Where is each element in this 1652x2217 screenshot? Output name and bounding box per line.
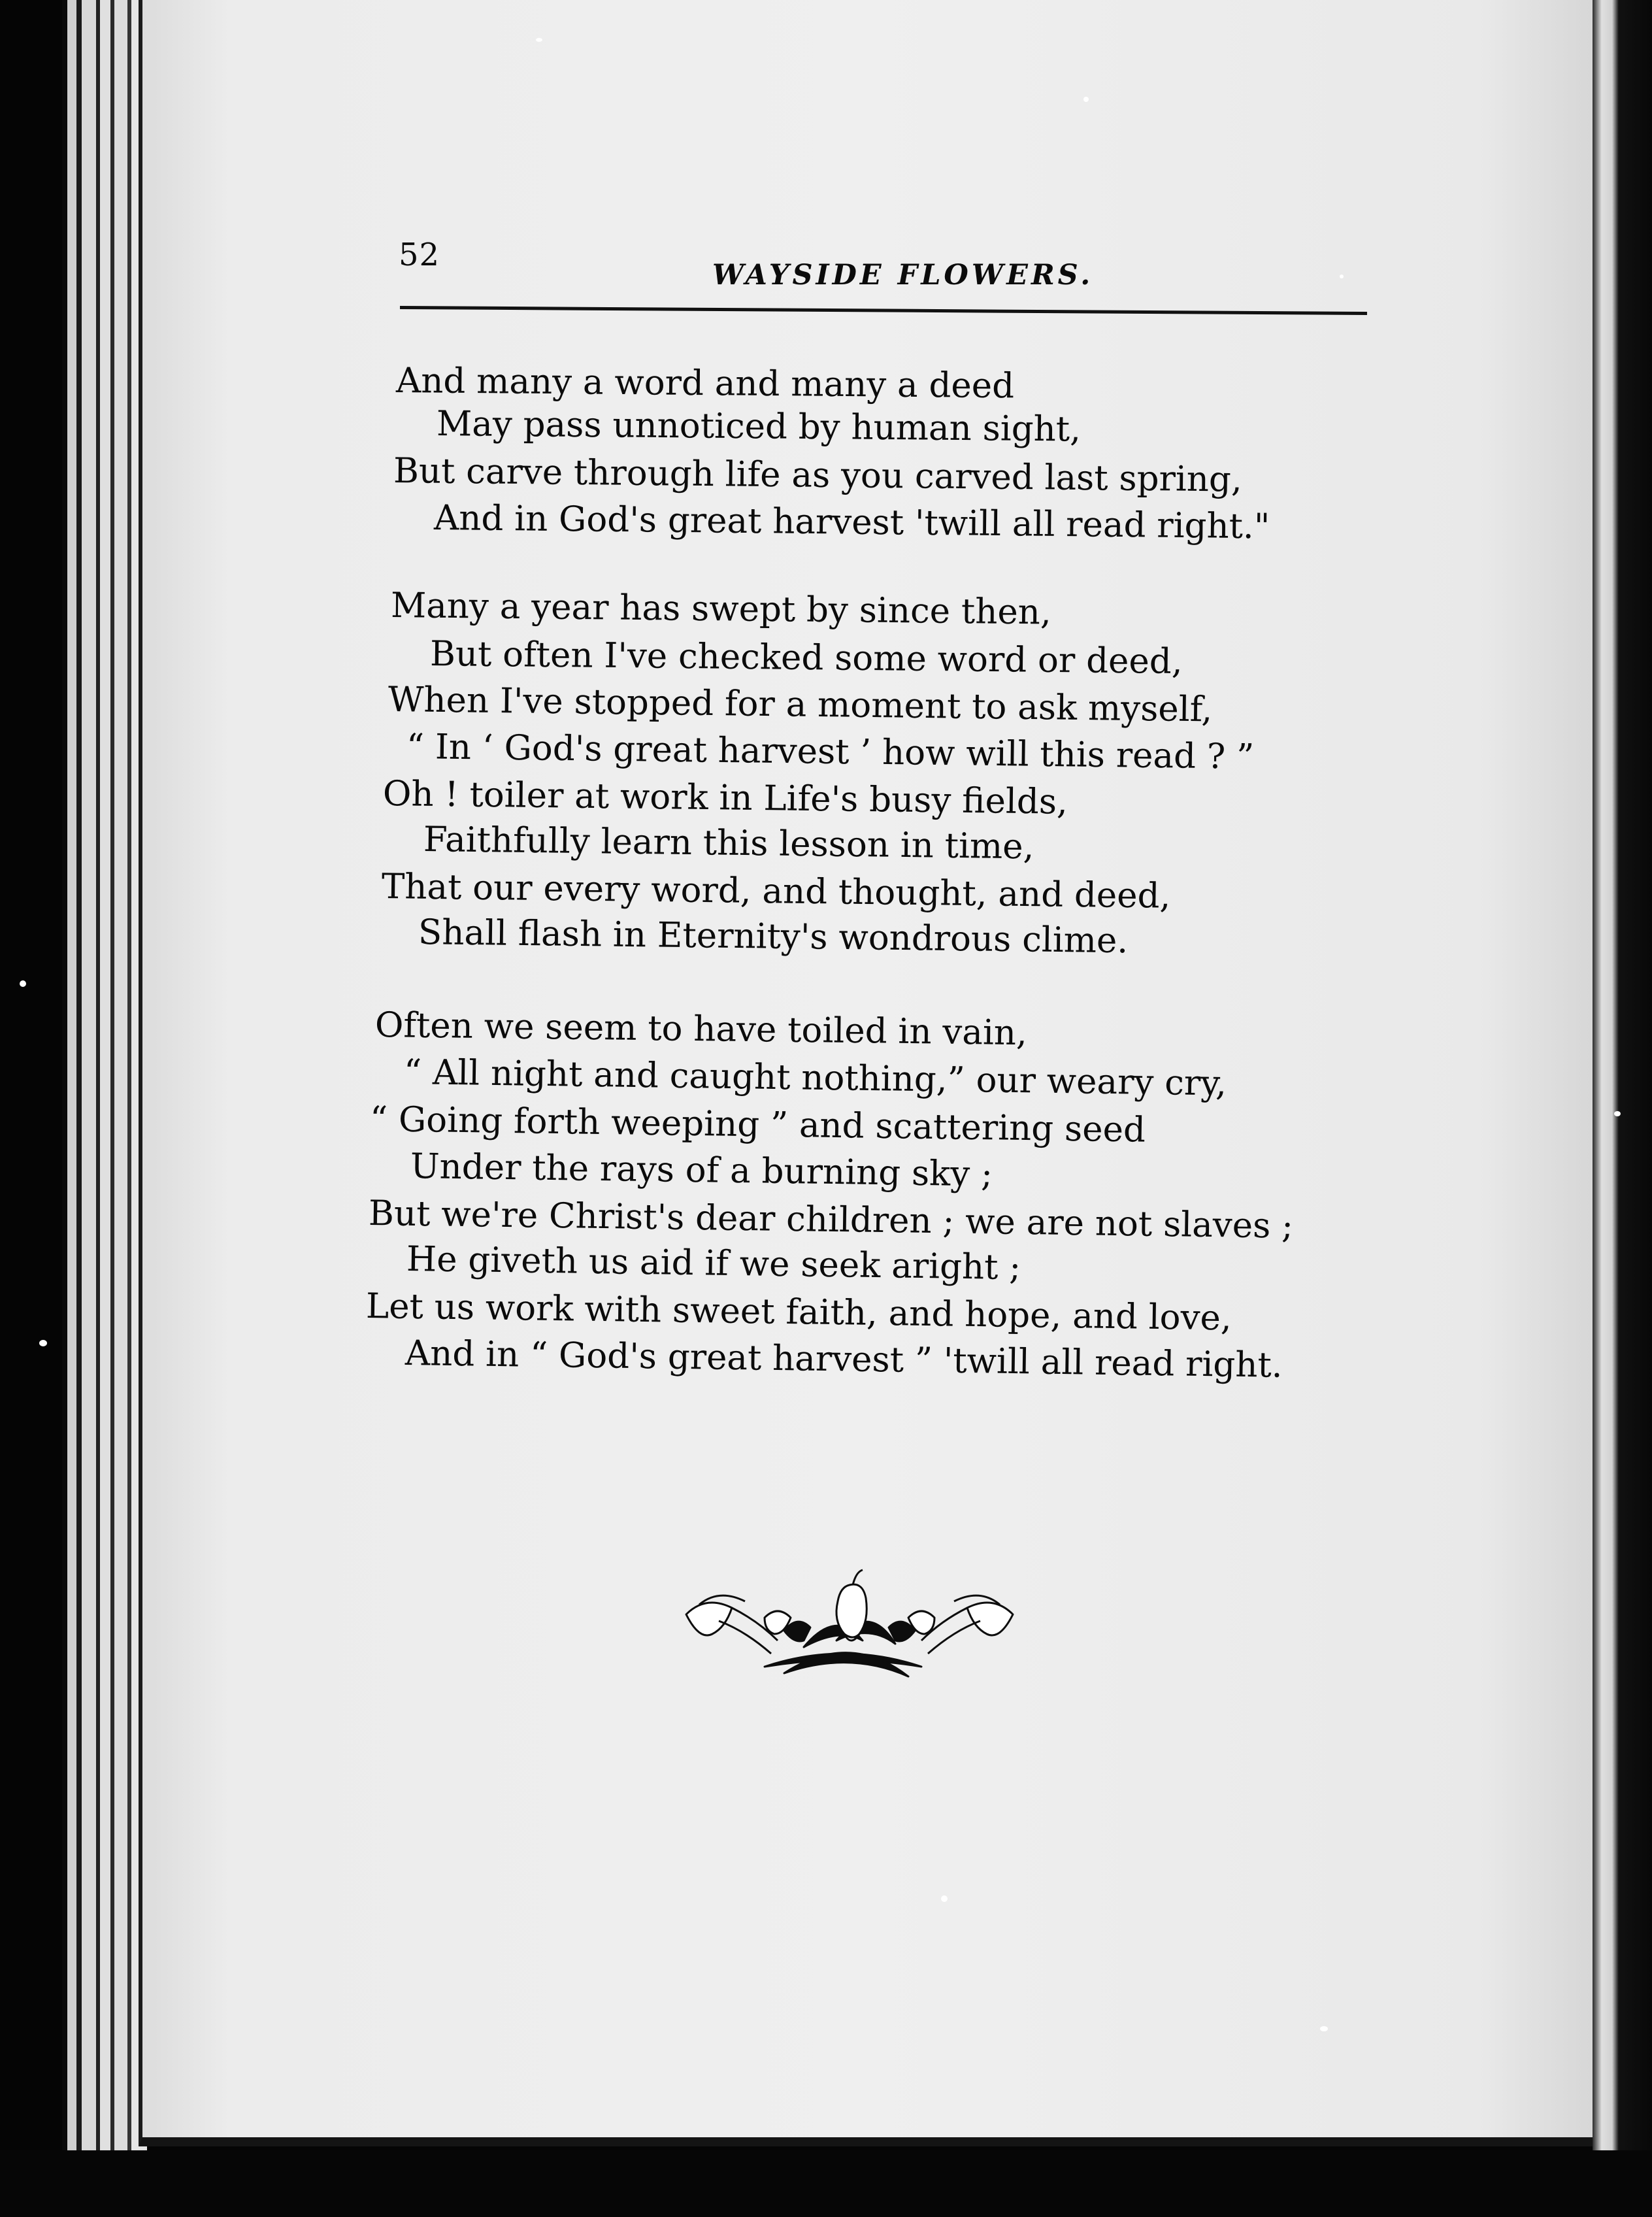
scan-speck [941,1895,948,1902]
poem-line: But often I've checked some word or deed, [429,634,1183,682]
poem-line: Faithfully learn this lesson in time, [423,820,1034,867]
poem-line: Under the rays of a burning sky ; [410,1146,993,1195]
poem-line: Let us work with sweet faith, and hope, and love, [365,1286,1232,1339]
scan-speck [1320,2026,1328,2031]
header-rule [400,306,1367,315]
poem-line: When I've stopped for a moment to ask myself, [388,680,1213,730]
running-head: WAYSIDE FLOWERS. [712,259,1094,292]
snowdrop-flower-vignette-icon [673,1569,1026,1686]
scan-speck [39,1340,47,1346]
scan-speck [1340,275,1344,278]
poem-line: “ All night and caught nothing,” our weary cry, [403,1052,1227,1104]
poem-line: And many a word and many a deed [395,361,1015,407]
poem-line: He giveth us aid if we seek aright ; [406,1239,1021,1288]
scan-speck [20,980,26,987]
poem-line: But we're Christ's dear children ; we are not slaves ; [368,1193,1294,1246]
poem-line: And in God's great harvest 'twill all read right." [433,498,1270,547]
poem-line: And in “ God's great harvest ” 'twill all read right. [405,1333,1283,1386]
scan-speck [1614,1111,1621,1116]
poem-line: Shall flash in Eternity's wondrous clime. [418,912,1129,961]
page-number: 52 [399,237,440,273]
poem-line: Often we seem to have toiled in vain, [374,1005,1028,1054]
poem-line: May pass unnoticed by human sight, [436,404,1082,450]
poem-line: Many a year has swept by since then, [390,586,1052,633]
scan-speck [1083,97,1089,102]
poem-line: “ In ‘ God's great harvest ’ how will this read ? ” [406,727,1255,777]
scan-speck [536,38,542,42]
poem-line: “ Going forth weeping ” and scattering seed [369,1099,1146,1150]
poem-line: But carve through life as you carved last spring, [393,451,1243,500]
poem-line: That our every word, and thought, and deed, [381,867,1171,916]
poem-line: Oh ! toiler at work in Life's busy fields, [382,774,1068,822]
